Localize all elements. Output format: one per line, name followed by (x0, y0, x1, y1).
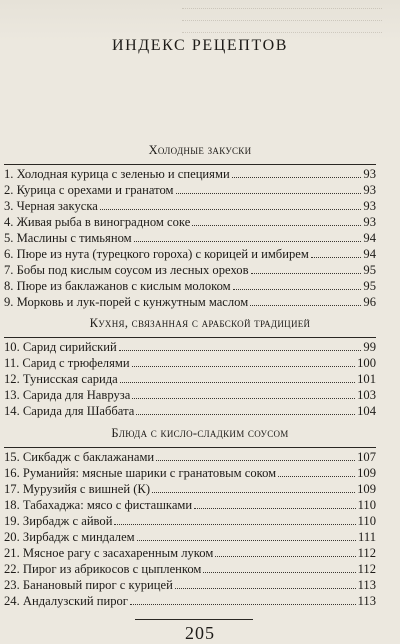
recipe-entry (4, 355, 376, 371)
recipe-title: 17. Мурузийя с вишней (К) (4, 482, 151, 496)
leader-dots (250, 294, 361, 306)
recipe-title: 8. Пюре из баклажанов с кислым молоком (4, 279, 231, 293)
leader-dots (156, 449, 355, 461)
leader-dots (114, 513, 355, 525)
section-rule (4, 447, 376, 448)
recipe-entry (4, 262, 376, 278)
page-ref: 93 (363, 167, 376, 181)
recipe-title: 14. Сарида для Шаббата (4, 404, 135, 418)
page-title: ИНДЕКС РЕЦЕПТОВ (111, 37, 289, 54)
section-heading-sweet-sour: Блюда с кисло-сладким соусом (111, 426, 289, 440)
recipe-title: 20. Зирбадж с миндалем (4, 530, 135, 544)
leader-dots (130, 593, 356, 605)
recipe-entry (4, 481, 376, 497)
recipe-entry (4, 230, 376, 246)
recipe-entry (4, 497, 376, 513)
page-ref: 112 (357, 546, 376, 560)
page-ref: 110 (357, 514, 376, 528)
page-ref: 113 (357, 594, 376, 608)
page-ref: 94 (363, 247, 376, 261)
recipe-title: 11. Сарид с трюфелями (4, 356, 130, 370)
section-rule (4, 164, 376, 165)
leader-dots (120, 371, 355, 383)
section-heading-arab-tradition: Кухня, связанная с арабской традицией (89, 316, 311, 330)
page-ref: 95 (363, 279, 376, 293)
page-ref: 111 (358, 530, 376, 544)
recipe-title: 23. Банановый пирог с курицей (4, 578, 173, 592)
leader-dots (278, 465, 355, 477)
page-ref: 93 (363, 183, 376, 197)
recipe-title: 5. Маслины с тимьяном (4, 231, 132, 245)
recipe-entry (4, 593, 376, 609)
section-rule (4, 337, 376, 338)
recipe-title: 2. Курица с орехами и гранатом (4, 183, 174, 197)
leader-dots (132, 387, 355, 399)
bleed-through-previous-page (0, 0, 400, 42)
recipe-entry (4, 403, 376, 419)
leader-dots (232, 166, 362, 178)
leader-dots (119, 339, 362, 351)
leader-dots (251, 262, 362, 274)
page-ref: 93 (363, 199, 376, 213)
page-ref: 96 (363, 295, 376, 309)
leader-dots (137, 529, 356, 541)
leader-dots (192, 214, 361, 226)
page-ref: 109 (357, 482, 376, 496)
recipe-entry (4, 166, 376, 182)
recipe-entry (4, 561, 376, 577)
page-ref: 113 (357, 578, 376, 592)
leader-dots (136, 403, 355, 415)
page-ref: 110 (357, 498, 376, 512)
recipe-entry (4, 182, 376, 198)
recipe-title: 4. Живая рыба в виноградном соке (4, 215, 191, 229)
recipe-title: 22. Пирог из абрикосов с цыпленком (4, 562, 202, 576)
recipe-entry (4, 371, 376, 387)
page-ref: 109 (357, 466, 376, 480)
recipe-title: 21. Мясное рагу с засахаренным луком (4, 546, 214, 560)
page-ref: 101 (357, 372, 376, 386)
recipe-title: 6. Пюре из нута (турецкого гороха) с корицей и имбирем (4, 247, 309, 261)
leader-dots (215, 545, 355, 557)
page-ref: 100 (357, 356, 376, 370)
recipe-title: 1. Холодная курица с зеленью и специями (4, 167, 230, 181)
leader-dots (233, 278, 362, 290)
recipe-entry (4, 513, 376, 529)
recipe-title: 10. Сарид сирийский (4, 340, 117, 354)
recipe-title: 13. Сарида для Навруза (4, 388, 131, 402)
recipe-title: 19. Зирбадж с айвой (4, 514, 113, 528)
recipe-entry (4, 339, 376, 355)
recipe-entry (4, 278, 376, 294)
recipe-title: 7. Бобы под кислым соусом из лесных орехов (4, 263, 249, 277)
recipe-title: 24. Андалузский пирог (4, 594, 128, 608)
recipe-entry (4, 545, 376, 561)
page-ref: 94 (363, 231, 376, 245)
leader-dots (175, 577, 356, 589)
leader-dots (152, 481, 355, 493)
recipe-title: 15. Сикбадж с баклажанами (4, 450, 155, 464)
recipe-entry (4, 465, 376, 481)
recipe-entry (4, 198, 376, 214)
section-heading-cold-appetizers: Холодные закуски (148, 143, 252, 157)
recipe-title: 3. Черная закуска (4, 199, 98, 213)
recipe-title: 12. Тунисская сарида (4, 372, 118, 386)
leader-dots (132, 355, 356, 367)
page-ref: 104 (357, 404, 376, 418)
leader-dots (203, 561, 355, 573)
page-ref: 107 (357, 450, 376, 464)
page-ref: 99 (363, 340, 376, 354)
recipe-entry (4, 449, 376, 465)
recipe-entry (4, 246, 376, 262)
recipe-entry (4, 529, 376, 545)
recipe-entry (4, 214, 376, 230)
page-ref: 95 (363, 263, 376, 277)
leader-dots (194, 497, 355, 509)
footer-rule (135, 619, 253, 620)
leader-dots (176, 182, 362, 194)
page-number: 205 (185, 623, 215, 643)
leader-dots (311, 246, 362, 258)
recipe-title: 9. Морковь и лук-порей с кунжутным маслом (4, 295, 249, 309)
recipe-entry (4, 294, 376, 310)
recipe-entry (4, 387, 376, 403)
leader-dots (134, 230, 362, 242)
recipe-title: 16. Руманийя: мясные шарики с гранатовым соком (4, 466, 277, 480)
recipe-title: 18. Табахаджа: мясо с фисташками (4, 498, 193, 512)
recipe-entry (4, 577, 376, 593)
page-ref: 93 (363, 215, 376, 229)
page-ref: 112 (357, 562, 376, 576)
leader-dots (100, 198, 362, 210)
page-ref: 103 (357, 388, 376, 402)
